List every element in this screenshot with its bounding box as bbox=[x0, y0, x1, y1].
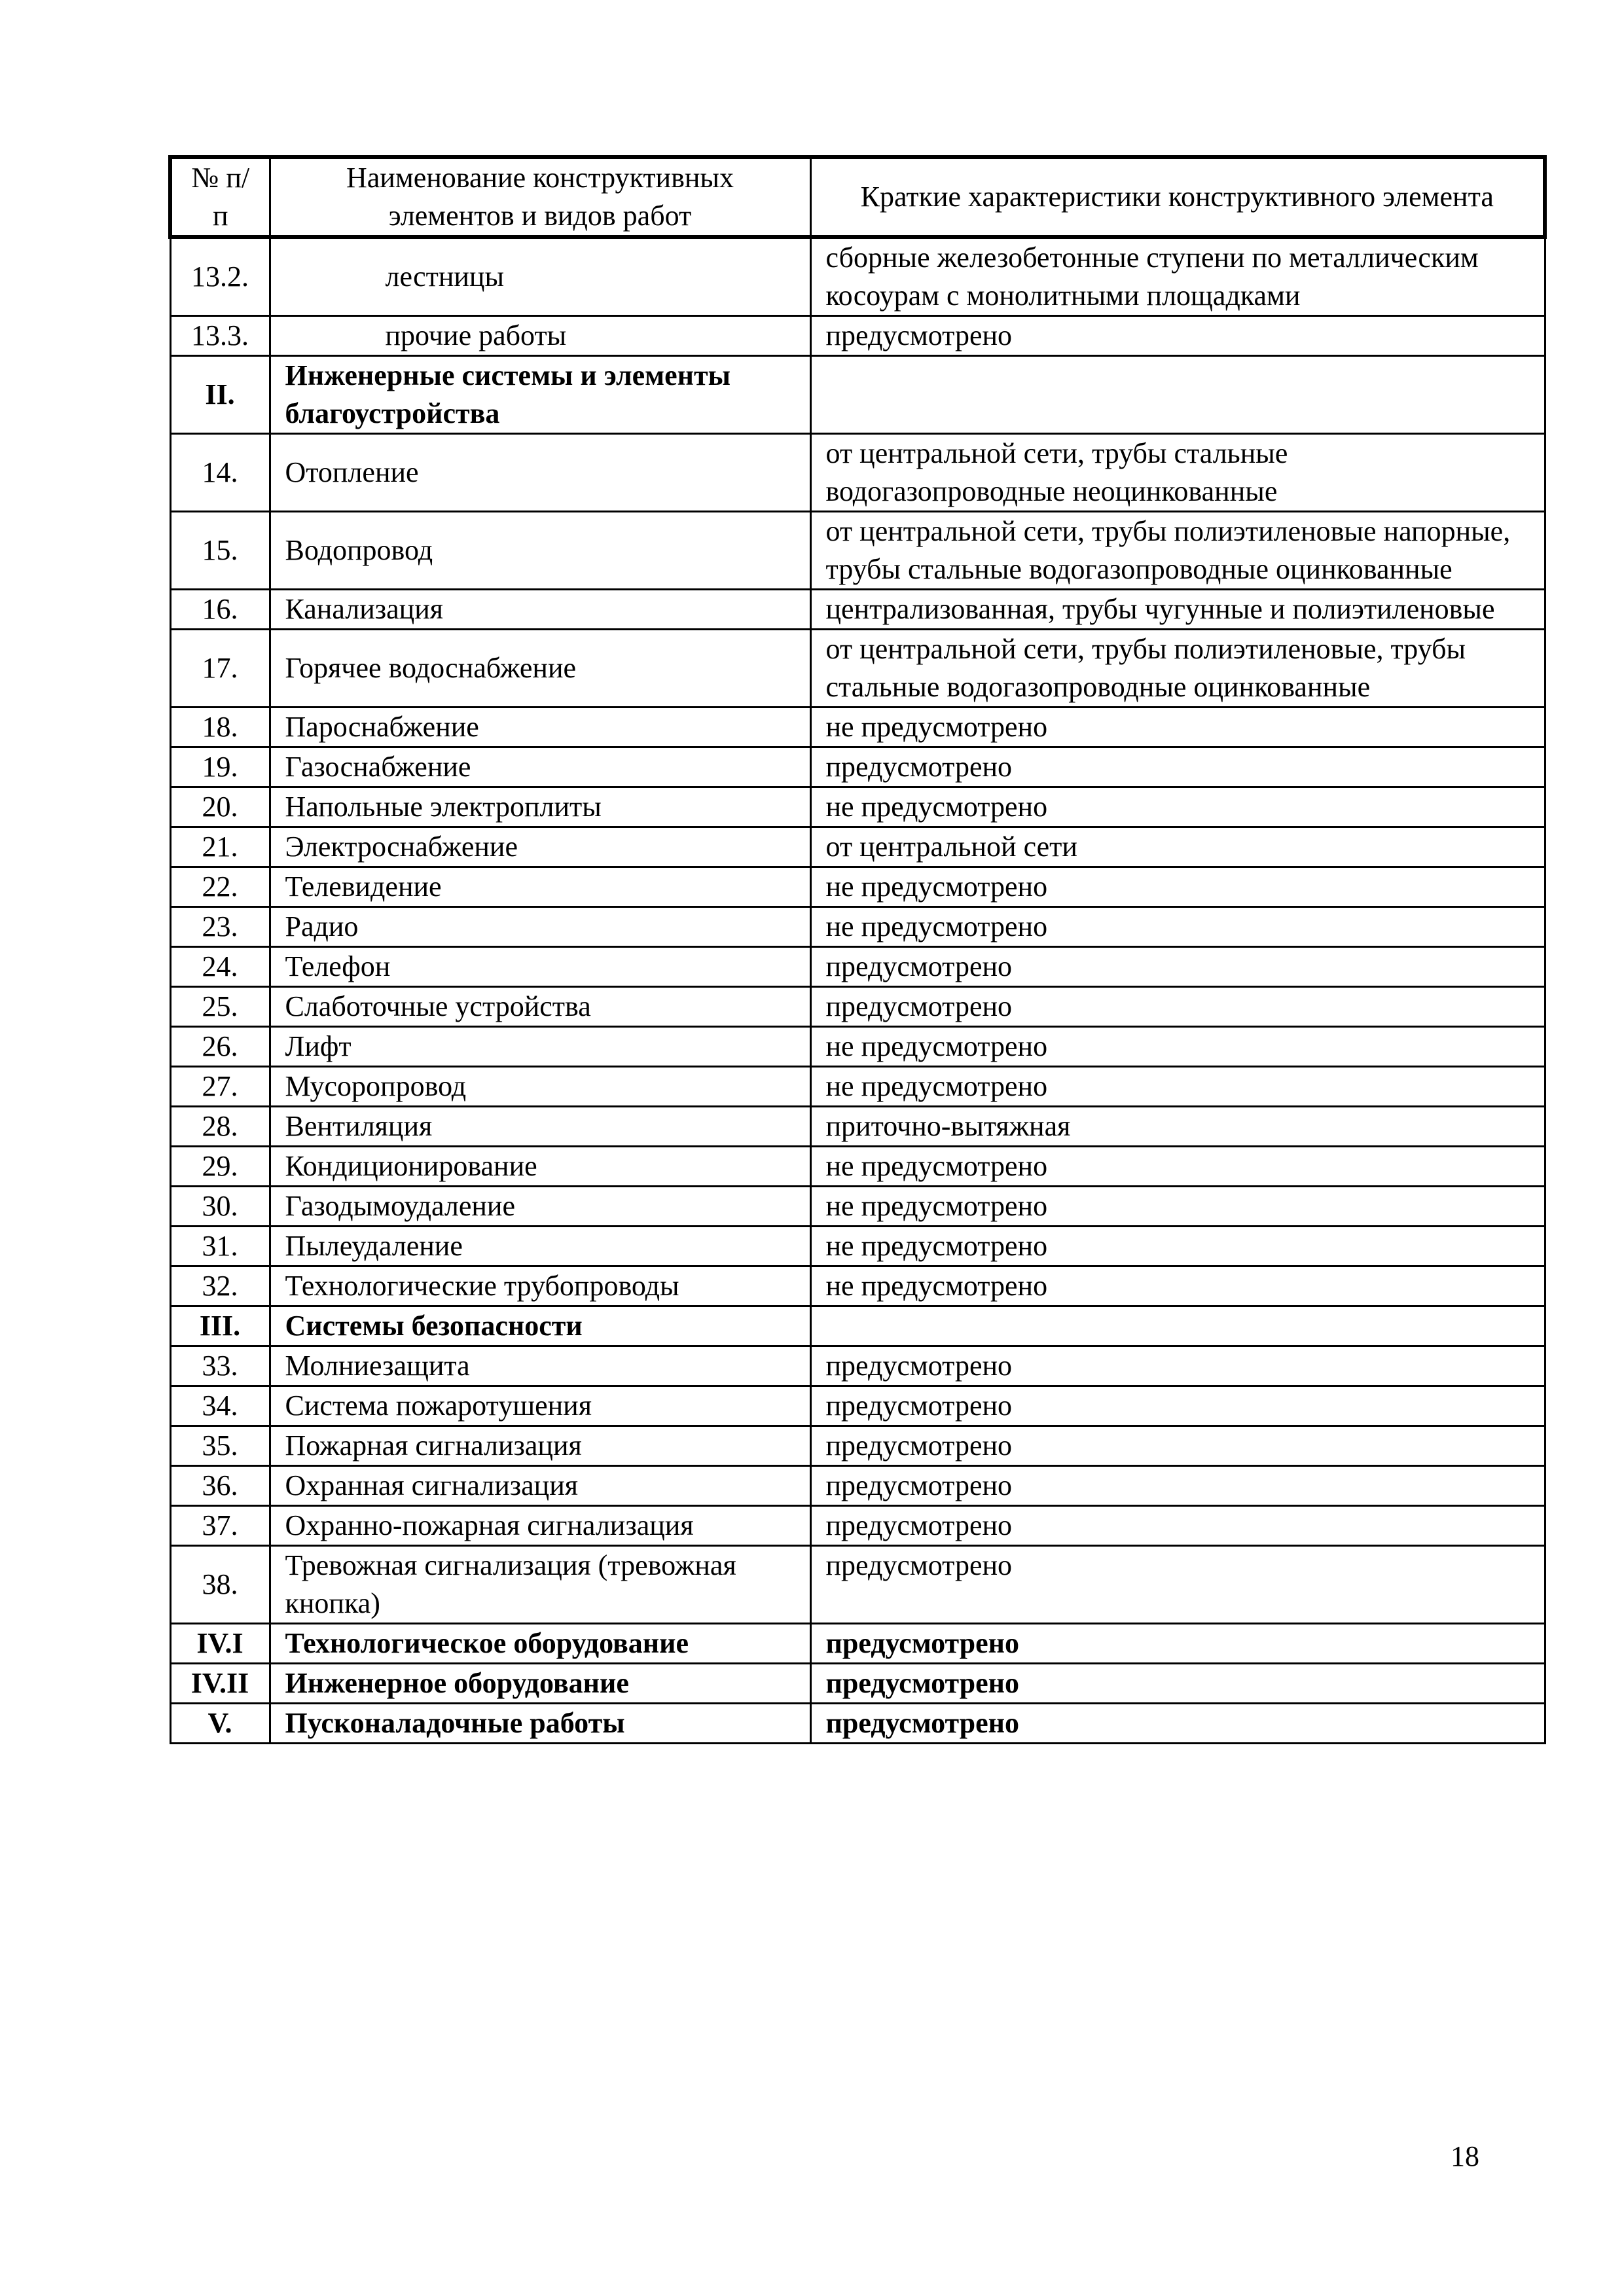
table-row bbox=[170, 237, 1545, 316]
element-name: Пожарная сигнализация bbox=[270, 1426, 810, 1466]
element-characteristics: не предусмотрено bbox=[810, 787, 1545, 827]
row-number: 15. bbox=[170, 512, 270, 590]
element-characteristics: не предусмотрено bbox=[810, 1266, 1545, 1306]
table-header-row bbox=[170, 157, 1545, 237]
element-characteristics: предусмотрено bbox=[810, 1624, 1545, 1664]
element-characteristics: предусмотрено bbox=[810, 1386, 1545, 1426]
element-characteristics: предусмотрено bbox=[810, 987, 1545, 1027]
element-name: Слаботочные устройства bbox=[270, 987, 810, 1027]
table-row bbox=[170, 708, 1545, 747]
table-row bbox=[170, 1506, 1545, 1546]
element-characteristics: от центральной сети, трубы стальные водогазопроводные неоцинкованные bbox=[810, 434, 1545, 512]
row-number: 17. bbox=[170, 630, 270, 708]
table-row bbox=[170, 316, 1545, 356]
table-row bbox=[170, 1027, 1545, 1067]
element-name: Электроснабжение bbox=[270, 827, 810, 867]
element-name: Технологические трубопроводы bbox=[270, 1266, 810, 1306]
table-row bbox=[170, 630, 1545, 708]
element-name: Мусоропровод bbox=[270, 1067, 810, 1107]
table-row bbox=[170, 987, 1545, 1027]
row-number: 31. bbox=[170, 1227, 270, 1266]
element-characteristics: предусмотрено bbox=[810, 1506, 1545, 1546]
row-number: 28. bbox=[170, 1107, 270, 1147]
row-number: 34. bbox=[170, 1386, 270, 1426]
table-row bbox=[170, 1067, 1545, 1107]
element-characteristics bbox=[810, 1306, 1545, 1346]
element-name: Система пожаротушения bbox=[270, 1386, 810, 1426]
element-name: Радио bbox=[270, 907, 810, 947]
table-row bbox=[170, 1107, 1545, 1147]
element-characteristics bbox=[810, 356, 1545, 434]
element-characteristics: не предусмотрено bbox=[810, 907, 1545, 947]
row-number: 27. bbox=[170, 1067, 270, 1107]
section-row bbox=[170, 1664, 1545, 1704]
row-number: 36. bbox=[170, 1466, 270, 1506]
element-name: Охранная сигнализация bbox=[270, 1466, 810, 1506]
element-name: Напольные электроплиты bbox=[270, 787, 810, 827]
element-name: Отопление bbox=[270, 434, 810, 512]
table-row bbox=[170, 907, 1545, 947]
element-characteristics: сборные железобетонные ступени по металлическим косоурам с монолитными площадками bbox=[810, 237, 1545, 316]
table-row bbox=[170, 590, 1545, 630]
element-characteristics: предусмотрено bbox=[810, 1426, 1545, 1466]
row-number: 13.2. bbox=[170, 237, 270, 316]
row-number: 19. bbox=[170, 747, 270, 787]
row-number: IV.I bbox=[170, 1624, 270, 1664]
element-name: Молниезащита bbox=[270, 1346, 810, 1386]
row-number: 16. bbox=[170, 590, 270, 630]
row-number: 25. bbox=[170, 987, 270, 1027]
row-number: 13.3. bbox=[170, 316, 270, 356]
element-name: Газоснабжение bbox=[270, 747, 810, 787]
element-characteristics: от центральной сети bbox=[810, 827, 1545, 867]
element-characteristics: не предусмотрено bbox=[810, 708, 1545, 747]
table-row bbox=[170, 1227, 1545, 1266]
element-name: Технологическое оборудование bbox=[270, 1624, 810, 1664]
row-number: 26. bbox=[170, 1027, 270, 1067]
table-row bbox=[170, 434, 1545, 512]
element-characteristics: не предусмотрено bbox=[810, 1187, 1545, 1227]
table-row bbox=[170, 1386, 1545, 1426]
row-number: 29. bbox=[170, 1147, 270, 1187]
table-row bbox=[170, 947, 1545, 987]
section-row bbox=[170, 1624, 1545, 1664]
section-row bbox=[170, 356, 1545, 434]
element-name: Инженерное оборудование bbox=[270, 1664, 810, 1704]
table-row bbox=[170, 1346, 1545, 1386]
row-number: 14. bbox=[170, 434, 270, 512]
row-number: 18. bbox=[170, 708, 270, 747]
element-name: Кондиционирование bbox=[270, 1147, 810, 1187]
element-characteristics: предусмотрено bbox=[810, 1546, 1545, 1624]
row-number: 22. bbox=[170, 867, 270, 907]
element-name: Канализация bbox=[270, 590, 810, 630]
row-number: 21. bbox=[170, 827, 270, 867]
row-number: 37. bbox=[170, 1506, 270, 1546]
element-characteristics: не предусмотрено bbox=[810, 1027, 1545, 1067]
element-name: Лифт bbox=[270, 1027, 810, 1067]
table-row bbox=[170, 1466, 1545, 1506]
table-body bbox=[170, 237, 1545, 1744]
element-characteristics: не предусмотрено bbox=[810, 1067, 1545, 1107]
row-number: II. bbox=[170, 356, 270, 434]
element-name: Пароснабжение bbox=[270, 708, 810, 747]
element-characteristics: предусмотрено bbox=[810, 316, 1545, 356]
element-characteristics: не предусмотрено bbox=[810, 1147, 1545, 1187]
row-number: 32. bbox=[170, 1266, 270, 1306]
element-name: Водопровод bbox=[270, 512, 810, 590]
row-number: 23. bbox=[170, 907, 270, 947]
row-number: 35. bbox=[170, 1426, 270, 1466]
table-row bbox=[170, 787, 1545, 827]
element-characteristics: от центральной сети, трубы полиэтиленовые напорные, трубы стальные водогазопроводные оцинкованные bbox=[810, 512, 1545, 590]
row-number: 24. bbox=[170, 947, 270, 987]
table-row bbox=[170, 1187, 1545, 1227]
element-name: лестницы bbox=[270, 237, 810, 316]
section-row bbox=[170, 1704, 1545, 1744]
element-name: Телефон bbox=[270, 947, 810, 987]
section-row bbox=[170, 1306, 1545, 1346]
element-characteristics: приточно-вытяжная bbox=[810, 1107, 1545, 1147]
page-number: 18 bbox=[1451, 2140, 1479, 2172]
table-row bbox=[170, 1266, 1545, 1306]
element-characteristics: предусмотрено bbox=[810, 947, 1545, 987]
element-characteristics: не предусмотрено bbox=[810, 1227, 1545, 1266]
element-name: Инженерные системы и элементы благоустройства bbox=[270, 356, 810, 434]
element-name: Пусконаладочные работы bbox=[270, 1704, 810, 1744]
element-characteristics: предусмотрено bbox=[810, 747, 1545, 787]
element-name: Вентиляция bbox=[270, 1107, 810, 1147]
element-name: Пылеудаление bbox=[270, 1227, 810, 1266]
element-characteristics: предусмотрено bbox=[810, 1704, 1545, 1744]
element-characteristics: не предусмотрено bbox=[810, 867, 1545, 907]
row-number: 33. bbox=[170, 1346, 270, 1386]
table-row bbox=[170, 747, 1545, 787]
table-row bbox=[170, 827, 1545, 867]
row-number: III. bbox=[170, 1306, 270, 1346]
constructive-elements-table bbox=[168, 155, 1547, 1744]
element-name: Охранно-пожарная сигнализация bbox=[270, 1506, 810, 1546]
element-characteristics: предусмотрено bbox=[810, 1346, 1545, 1386]
element-name: Тревожная сигнализация (тревожная кнопка) bbox=[270, 1546, 810, 1624]
row-number: 20. bbox=[170, 787, 270, 827]
element-characteristics: предусмотрено bbox=[810, 1466, 1545, 1506]
row-number: V. bbox=[170, 1704, 270, 1744]
header-element-name: Наименование конструктивных элементов и видов работ bbox=[270, 157, 810, 237]
row-number: IV.II bbox=[170, 1664, 270, 1704]
row-number: 38. bbox=[170, 1546, 270, 1624]
header-number: № п/п bbox=[170, 157, 270, 237]
table-row bbox=[170, 867, 1545, 907]
header-characteristics: Краткие характеристики конструктивного элемента bbox=[810, 157, 1545, 237]
table-row bbox=[170, 1546, 1545, 1624]
element-characteristics: централизованная, трубы чугунные и полиэтиленовые bbox=[810, 590, 1545, 630]
table-row bbox=[170, 1426, 1545, 1466]
element-characteristics: предусмотрено bbox=[810, 1664, 1545, 1704]
element-name: Системы безопасности bbox=[270, 1306, 810, 1346]
element-name: Газодымоудаление bbox=[270, 1187, 810, 1227]
element-name: Горячее водоснабжение bbox=[270, 630, 810, 708]
row-number: 30. bbox=[170, 1187, 270, 1227]
element-name: прочие работы bbox=[270, 316, 810, 356]
table-row bbox=[170, 512, 1545, 590]
element-name: Телевидение bbox=[270, 867, 810, 907]
table-row bbox=[170, 1147, 1545, 1187]
element-characteristics: от центральной сети, трубы полиэтиленовые, трубы стальные водогазопроводные оцинкованные bbox=[810, 630, 1545, 708]
